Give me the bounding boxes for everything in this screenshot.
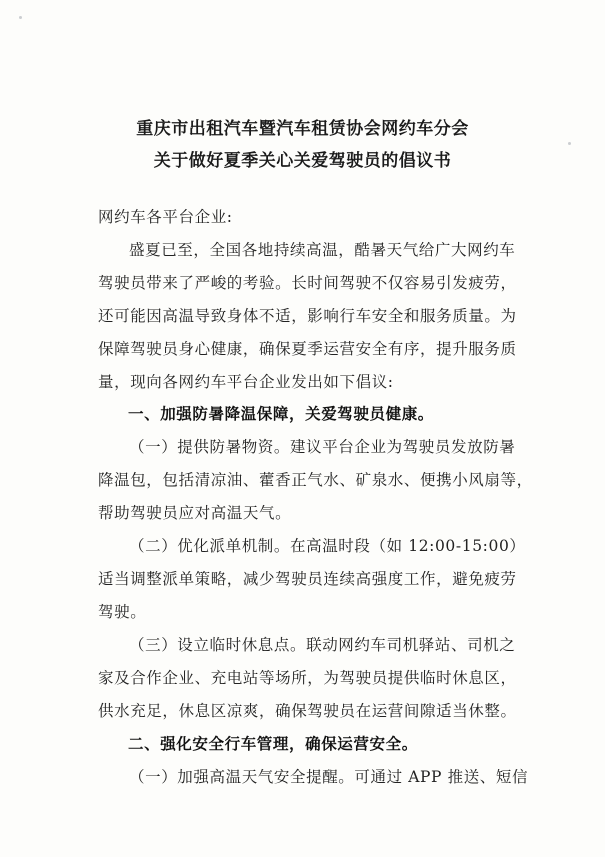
item-1-3-line-2: 家及合作企业、充电站等场所，为驾驶员提供临时休息区， (98, 669, 517, 687)
salutation: 网约车各平台企业: (98, 208, 233, 226)
item-1-3-line-1: （三）设立临时休息点。联动网约车司机驿站、司机之 (129, 636, 516, 654)
item-1-1-line-2: 降温包，包括清凉油、藿香正气水、矿泉水、便携小风扇等， (98, 471, 533, 489)
item-1-2-line-1: （二）优化派单机制。在高温时段（如 12:00-15:00） (129, 537, 526, 555)
document-title-line-2: 关于做好夏季关心关爱驾驶员的倡议书 (153, 151, 452, 171)
section-heading-1: 一、加强防暑降温保障，关爱驾驶员健康。 (128, 404, 434, 423)
paragraph-intro-line-2: 驾驶员带来了严峻的考验。长时间驾驶不仅容易引发疲劳， (98, 274, 517, 292)
section-heading-2: 二、强化安全行车管理，确保运营安全。 (128, 734, 418, 753)
paragraph-intro-line-3: 还可能因高温导致身体不适，影响行车安全和服务质量。为 (98, 307, 517, 325)
item-1-1-line-3: 帮助驾驶员应对高温天气。 (98, 504, 292, 522)
item-1-2-line-3: 驾驶。 (98, 603, 147, 621)
item-1-3-line-3: 供水充足，休息区凉爽，确保驾驶员在运营间隙适当休整。 (98, 702, 517, 720)
paragraph-intro-line-4: 保障驾驶员身心健康，确保夏季运营安全有序，提升服务质 (98, 340, 517, 358)
item-1-1-line-1: （一）提供防暑物资。建议平台企业为驾驶员发放防暑 (129, 438, 516, 456)
item-2-1-line-1: （一）加强高温天气安全提醒。可通过 APP 推送、短信 (129, 768, 529, 786)
paper-speck (19, 16, 22, 19)
paper-speck (568, 142, 571, 145)
paragraph-intro-line-5: 量，现向各网约车平台企业发出如下倡议: (98, 373, 394, 391)
item-1-2-line-2: 适当调整派单策略，减少驾驶员连续高强度工作，避免疲劳 (98, 570, 517, 588)
document-title-line-1: 重庆市出租汽车暨汽车租赁协会网约车分会 (136, 119, 469, 139)
paragraph-intro-line-1: 盛夏已至，全国各地持续高温，酷暑天气给广大网约车 (129, 241, 516, 259)
